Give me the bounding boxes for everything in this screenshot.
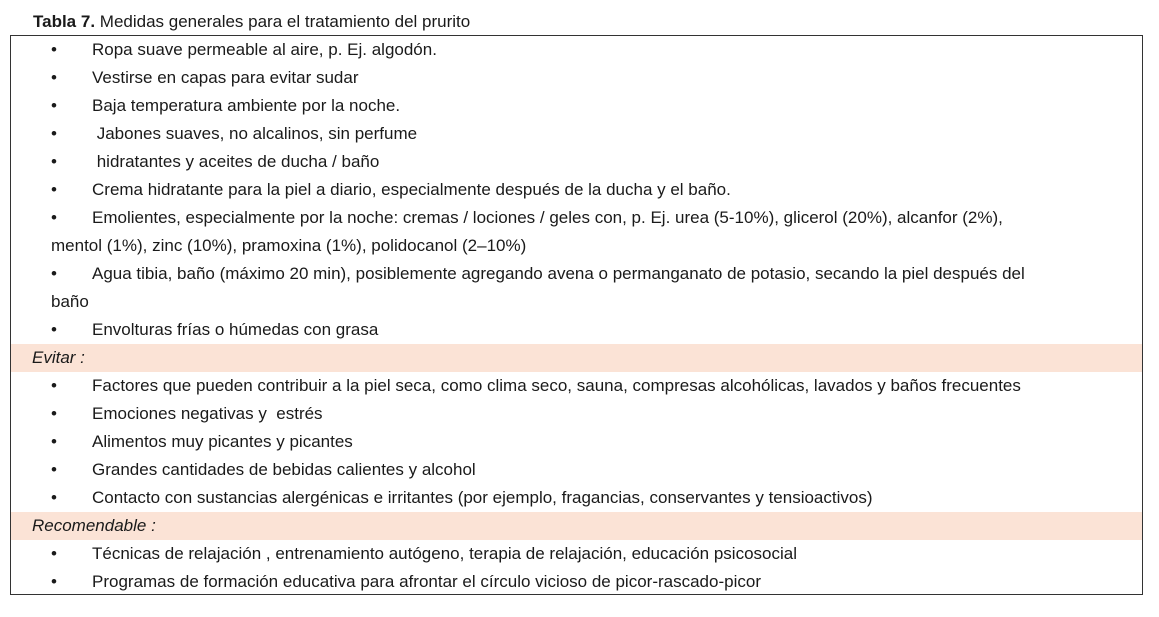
list-item-text: Alimentos muy picantes y picantes: [92, 432, 353, 451]
list-item-text: Baja temperatura ambiente por la noche.: [92, 96, 401, 115]
caption-label: Tabla 7.: [33, 12, 96, 31]
list-item: [11, 428, 1142, 456]
list-item-text: Vestirse en capas para evitar sudar: [92, 68, 359, 87]
list-item-continuation: baño: [51, 292, 89, 311]
list-item: [11, 316, 1142, 344]
bullet-icon: •: [51, 320, 57, 339]
list-item-text: Contacto con sustancias alergénicas e irritantes (por ejemplo, fragancias, conservantes y tensioactivos): [92, 488, 873, 507]
bullet-icon: •: [51, 40, 57, 59]
bullet-icon: •: [51, 180, 57, 199]
bullet-icon: •: [51, 68, 57, 87]
list-item-text: Agua tibia, baño (máximo 20 min), posiblemente agregando avena o permanganato de potasio, secando la piel después del: [92, 264, 1025, 283]
measures-table: [10, 35, 1143, 595]
caption-title: Medidas generales para el tratamiento del prurito: [99, 12, 471, 31]
bullet-icon: •: [51, 544, 57, 563]
list-item: [11, 176, 1142, 204]
bullet-icon: •: [51, 404, 57, 423]
list-item: [11, 568, 1142, 596]
table-caption: [33, 10, 470, 34]
section-heading-recommended: Recomendable :: [11, 512, 1142, 540]
list-item: [11, 540, 1142, 568]
list-item-continuation: mentol (1%), zinc (10%), pramoxina (1%), polidocanol (2–10%): [51, 236, 527, 255]
list-item-text: Programas de formación educativa para afrontar el círculo vicioso de picor-rascado-picor: [92, 572, 761, 591]
list-item: [11, 372, 1142, 400]
bullet-icon: •: [51, 264, 57, 283]
bullet-icon: •: [51, 124, 57, 143]
bullet-icon: •: [51, 152, 57, 171]
list-item-text: Emolientes, especialmente por la noche: cremas / lociones / geles con, p. Ej. urea (5-10%), glicerol (20%), alcanfor (2%),: [92, 208, 1003, 227]
list-item: [11, 456, 1142, 484]
list-item: [11, 204, 1142, 260]
list-item: [11, 148, 1142, 176]
bullet-icon: •: [51, 208, 57, 227]
list-item: [11, 36, 1142, 64]
list-item-text: Crema hidratante para la piel a diario, especialmente después de la ducha y el baño.: [92, 180, 731, 199]
list-item-text: Jabones suaves, no alcalinos, sin perfume: [92, 124, 418, 143]
list-item-text: hidratantes y aceites de ducha / baño: [92, 152, 380, 171]
list-item: [11, 260, 1142, 316]
list-item: [11, 64, 1142, 92]
list-item: [11, 484, 1142, 512]
list-item-text: Emociones negativas y estrés: [92, 404, 323, 423]
list-item: [11, 120, 1142, 148]
bullet-icon: •: [51, 96, 57, 115]
bullet-icon: •: [51, 432, 57, 451]
list-item-text: Envolturas frías o húmedas con grasa: [92, 320, 379, 339]
list-item: [11, 92, 1142, 120]
list-item-text: Ropa suave permeable al aire, p. Ej. algodón.: [92, 40, 437, 59]
bullet-icon: •: [51, 376, 57, 395]
bullet-icon: •: [51, 572, 57, 591]
list-item-text: Técnicas de relajación , entrenamiento autógeno, terapia de relajación, educación psicosocial: [92, 544, 797, 563]
list-item-text: Factores que pueden contribuir a la piel seca, como clima seco, sauna, compresas alcohólicas, lavados y baños frecuentes: [92, 376, 1021, 395]
list-item-text: Grandes cantidades de bebidas calientes y alcohol: [92, 460, 476, 479]
bullet-icon: •: [51, 460, 57, 479]
section-heading-avoid: Evitar :: [11, 344, 1142, 372]
bullet-icon: •: [51, 488, 57, 507]
list-item: [11, 400, 1142, 428]
